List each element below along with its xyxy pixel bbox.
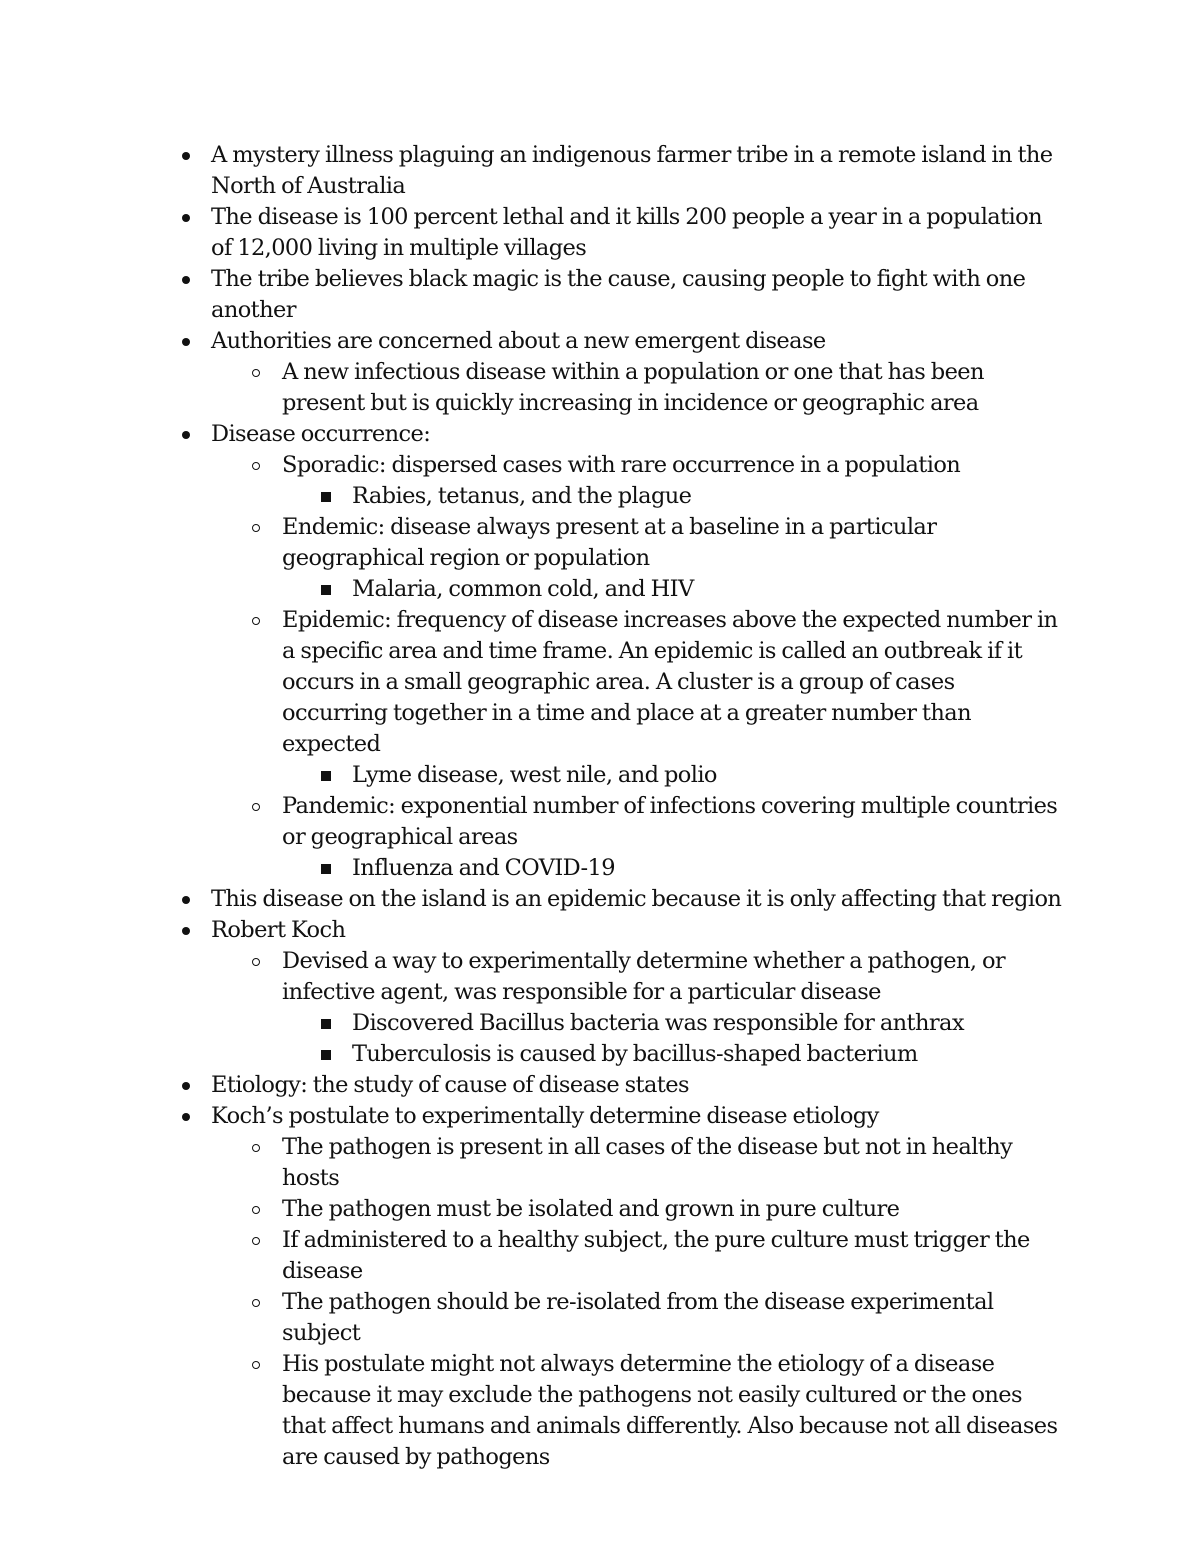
list-item-text: Koch’s postulate to experimentally determine disease etiology <box>211 1103 879 1129</box>
list-item-text: Robert Koch <box>211 917 346 943</box>
filled-circle-bullet-icon <box>172 419 200 450</box>
list-item-level-2 <box>0 1225 1065 1287</box>
list-item-level-2 <box>0 450 1065 481</box>
filled-circle-bullet-icon <box>172 1070 200 1101</box>
list-item-text: Etiology: the study of cause of disease states <box>211 1072 689 1098</box>
list-item-level-3 <box>0 481 1065 512</box>
list-item-text: The disease is 100 percent lethal and it kills 200 people a year in a population of 12,000 living in multiple villages <box>211 204 1042 261</box>
list-item-text: The tribe believes black magic is the cause, causing people to fight with one another <box>211 266 1026 323</box>
list-item-text: The pathogen should be re-isolated from the disease experimental subject <box>282 1289 994 1346</box>
filled-square-bullet-icon <box>312 853 340 884</box>
filled-square-bullet-icon <box>312 1039 340 1070</box>
filled-circle-bullet-icon <box>172 140 200 171</box>
list-item-level-2 <box>0 512 1065 574</box>
filled-square-bullet-icon <box>312 481 340 512</box>
list-item-text: Rabies, tetanus, and the plague <box>352 483 692 509</box>
list-item-level-2 <box>0 791 1065 853</box>
list-item-level-3 <box>0 1039 1065 1070</box>
list-item-text: Lyme disease, west nile, and polio <box>352 762 717 788</box>
list-item-text: Devised a way to experimentally determine whether a pathogen, or infective agent, was responsible for a particular disease <box>282 948 1006 1005</box>
filled-square-bullet-icon <box>312 1008 340 1039</box>
list-item-level-2 <box>0 1132 1065 1194</box>
list-item-level-1 <box>0 140 1065 202</box>
list-item-level-1 <box>0 264 1065 326</box>
filled-circle-bullet-icon <box>172 1101 200 1132</box>
list-item-text: His postulate might not always determine the etiology of a disease because it may exclude the pathogens not easily cultured or the ones that affect humans and animals differently. Also because not all diseases are caused by pathogens <box>282 1351 1058 1470</box>
list-item-level-3 <box>0 574 1065 605</box>
filled-square-bullet-icon <box>312 760 340 791</box>
list-item-level-3 <box>0 1008 1065 1039</box>
list-item-text: A new infectious disease within a population or one that has been present but is quickly increasing in incidence or geographic area <box>282 359 984 416</box>
filled-circle-bullet-icon <box>172 264 200 295</box>
list-item-text: If administered to a healthy subject, the pure culture must trigger the disease <box>282 1227 1030 1284</box>
hollow-circle-bullet-icon <box>242 1132 270 1163</box>
list-item-text: Epidemic: frequency of disease increases above the expected number in a specific area and time frame. An epidemic is called an outbreak if it occurs in a small geographic area. A cluster is a group of cases occurring together in a time and place at a greater number than expected <box>282 607 1058 757</box>
list-item-level-3 <box>0 760 1065 791</box>
list-item-level-3 <box>0 853 1065 884</box>
filled-circle-bullet-icon <box>172 884 200 915</box>
list-item-level-1 <box>0 884 1065 915</box>
filled-square-bullet-icon <box>312 574 340 605</box>
list-item-level-2 <box>0 1349 1065 1473</box>
list-item-level-1 <box>0 1101 1065 1132</box>
hollow-circle-bullet-icon <box>242 1194 270 1225</box>
list-item-text: Disease occurrence: <box>211 421 431 447</box>
list-item-level-1 <box>0 202 1065 264</box>
hollow-circle-bullet-icon <box>242 1349 270 1380</box>
hollow-circle-bullet-icon <box>242 1287 270 1318</box>
list-item-text: Malaria, common cold, and HIV <box>352 576 694 602</box>
hollow-circle-bullet-icon <box>242 512 270 543</box>
hollow-circle-bullet-icon <box>242 357 270 388</box>
list-item-text: The pathogen must be isolated and grown in pure culture <box>282 1196 900 1222</box>
list-item-text: Sporadic: dispersed cases with rare occurrence in a population <box>282 452 961 478</box>
list-item-level-2 <box>0 1194 1065 1225</box>
list-item-text: Tuberculosis is caused by bacillus-shaped bacterium <box>352 1041 918 1067</box>
list-item-level-2 <box>0 357 1065 419</box>
hollow-circle-bullet-icon <box>242 946 270 977</box>
hollow-circle-bullet-icon <box>242 791 270 822</box>
hollow-circle-bullet-icon <box>242 1225 270 1256</box>
filled-circle-bullet-icon <box>172 326 200 357</box>
list-item-level-1 <box>0 915 1065 946</box>
list-item-level-1 <box>0 326 1065 357</box>
bullet-list-document <box>0 140 1200 1473</box>
list-item-level-2 <box>0 1287 1065 1349</box>
list-item-text: Authorities are concerned about a new emergent disease <box>211 328 826 354</box>
hollow-circle-bullet-icon <box>242 605 270 636</box>
filled-circle-bullet-icon <box>172 915 200 946</box>
list-item-text: This disease on the island is an epidemic because it is only affecting that region <box>211 886 1062 912</box>
list-item-level-2 <box>0 605 1065 760</box>
list-item-level-2 <box>0 946 1065 1008</box>
list-item-text: The pathogen is present in all cases of the disease but not in healthy hosts <box>282 1134 1013 1191</box>
list-item-text: Discovered Bacillus bacteria was responsible for anthrax <box>352 1010 964 1036</box>
list-item-text: Endemic: disease always present at a baseline in a particular geographical region or population <box>282 514 937 571</box>
list-item-text: Influenza and COVID-19 <box>352 855 615 881</box>
list-item-text: Pandemic: exponential number of infections covering multiple countries or geographical areas <box>282 793 1058 850</box>
list-item-text: A mystery illness plaguing an indigenous farmer tribe in a remote island in the North of Australia <box>211 142 1053 199</box>
list-item-level-1 <box>0 419 1065 450</box>
hollow-circle-bullet-icon <box>242 450 270 481</box>
list-item-level-1 <box>0 1070 1065 1101</box>
filled-circle-bullet-icon <box>172 202 200 233</box>
